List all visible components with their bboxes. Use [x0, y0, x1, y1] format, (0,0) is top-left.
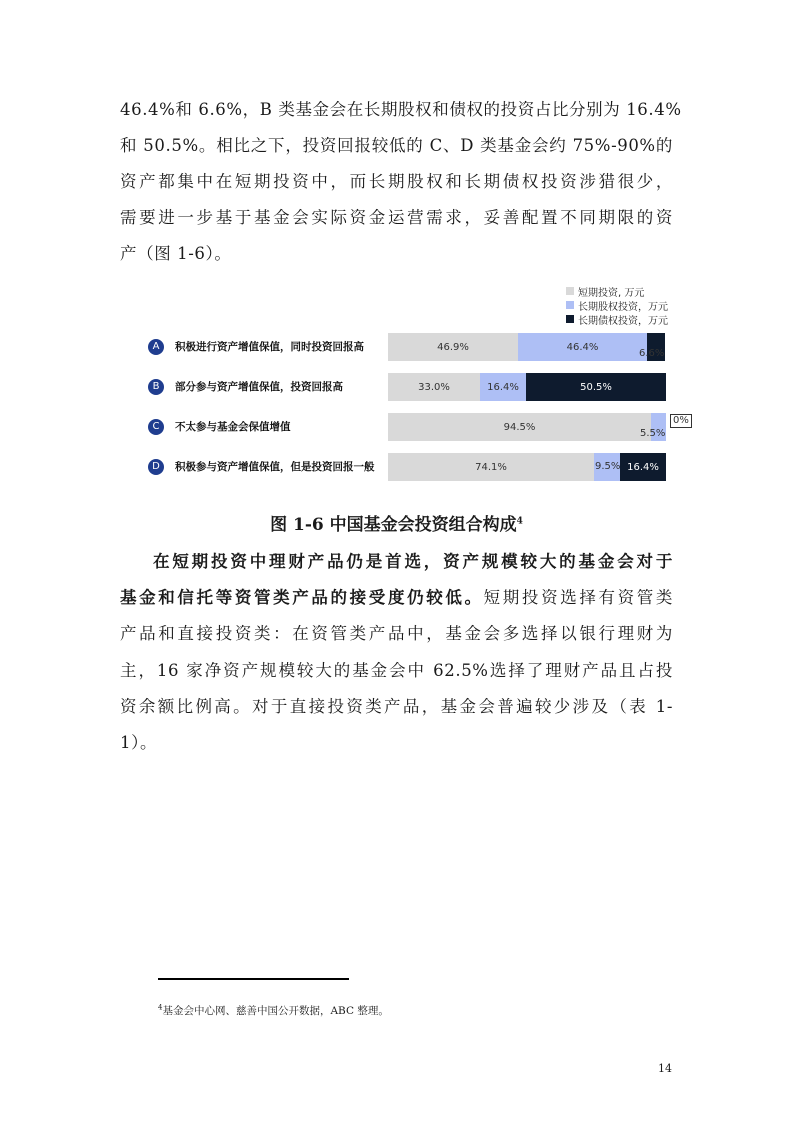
bar-segment-short-term: 33.0%: [388, 373, 480, 401]
footnote: [158, 1003, 389, 1018]
bar-segment-short-term: 94.5%: [388, 413, 651, 441]
investment-portfolio-chart: [148, 282, 689, 482]
footnote-ref: 4: [516, 516, 523, 527]
paragraph-line: 资产都集中在短期投资中，而长期股权和长期债权投资涉猎很少，: [120, 172, 673, 191]
data-label: 9.5%: [595, 461, 621, 472]
category-badge: A: [148, 339, 164, 355]
legend-swatch: [566, 287, 574, 295]
figure-caption: 图 1-6 中国基金会投资组合构成$^4$: [270, 515, 523, 535]
paragraph-line: 资余额比例高。对于直接投资类产品，基金会普遍较少涉及（表 1-: [120, 696, 673, 716]
paragraph-line: [120, 580, 673, 616]
legend-label: 长期股权投资，万元: [578, 301, 668, 313]
data-label: 6.6%: [639, 348, 665, 359]
paragraph-line: 产品和直接投资类：在资管类产品中，基金会多选择以银行理财为: [120, 624, 673, 644]
bar-segment-equity: 46.4%: [518, 333, 647, 361]
bar-segment-debt: 16.4%: [620, 453, 666, 481]
legend-label: 长期债权投资，万元: [578, 315, 668, 327]
short-term-investment-paragraph: [120, 544, 673, 761]
paragraph-line: 46.4%和 6.6%，B 类基金会在长期股权和债权的投资占比分别为 16.4%: [120, 100, 682, 119]
bold-sentence: 基金和信托等资管类产品的接受度仍较低。: [120, 588, 484, 608]
bar-segment-debt: 50.5%: [526, 373, 666, 401]
legend-swatch: [566, 301, 574, 309]
paragraph-line: 主，16 家净资产规模较大的基金会中 62.5%选择了理财产品且占投: [120, 660, 673, 680]
bar-segment-short-term: 46.9%: [388, 333, 518, 361]
bar-segment-equity: 16.4%: [480, 373, 526, 401]
legend-item-short-term: [566, 284, 644, 298]
footnote-divider: [158, 978, 349, 980]
category-badge: C: [148, 419, 164, 435]
footnote-marker: 4: [158, 1003, 163, 1012]
legend-item-debt: [566, 312, 668, 326]
legend-label: 短期投资, 万元: [578, 287, 645, 299]
category-badge: B: [148, 379, 164, 395]
normal-sentence: 短期投资选择有资管类: [483, 588, 674, 608]
bar-segment-short-term: 74.1%: [388, 453, 594, 481]
category-label: 积极参与资产增值保值，但是投资回报一般: [175, 461, 375, 473]
paragraph-line: 在短期投资中理财产品仍是首选，资产规模较大的基金会对于: [153, 552, 673, 571]
category-label: 不太参与基金会保值增值: [175, 421, 291, 433]
legend-swatch: [566, 315, 574, 323]
footnote-text: 基金会中心网、慈善中国公开数据，ABC 整理。: [162, 1005, 389, 1017]
intro-paragraph: [120, 92, 682, 272]
data-label: 5.5%: [640, 428, 666, 439]
paragraph-line: 1）。: [120, 732, 158, 752]
category-label: 积极进行资产增值保值，同时投资回报高: [175, 341, 364, 353]
category-badge: D: [148, 459, 164, 475]
paragraph-line: 产（图 1-6）。: [120, 244, 232, 263]
paragraph-line: 和 50.5%。相比之下，投资回报较低的 C、D 类基金会约 75%-90%的: [120, 136, 673, 155]
page-number: 14: [658, 1062, 672, 1075]
category-label: 部分参与资产增值保值，投资回报高: [175, 381, 343, 393]
paragraph-line: 需要进一步基于基金会实际资金运营需求，妥善配置不同期限的资: [120, 208, 673, 227]
legend-item-equity: [566, 298, 668, 312]
data-label: 0%: [670, 414, 692, 428]
